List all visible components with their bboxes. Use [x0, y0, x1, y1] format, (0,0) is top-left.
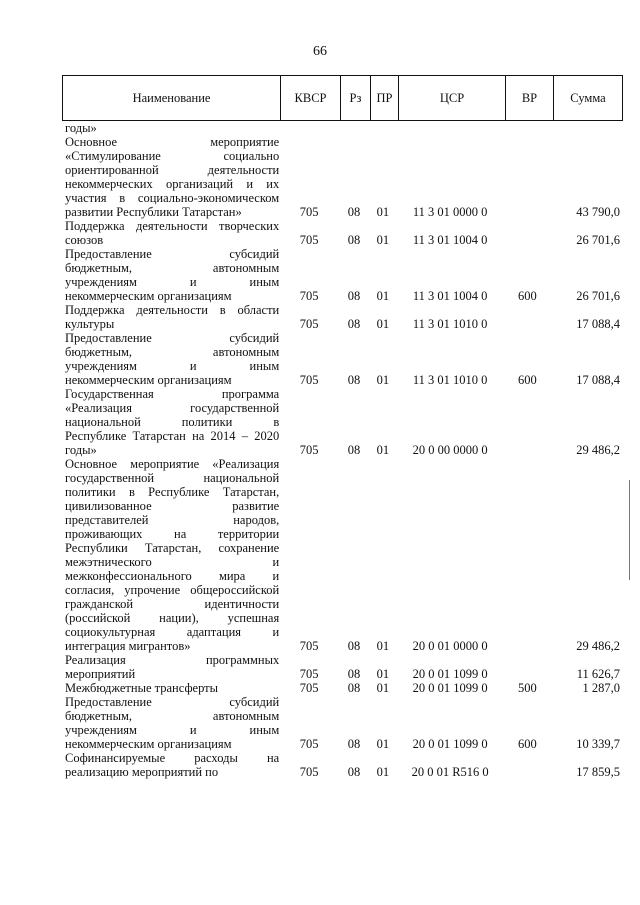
- row-sum: 43 790,0: [576, 205, 620, 219]
- header-csr: ЦСР: [399, 76, 506, 121]
- row-name: [62, 135, 279, 219]
- row-name-line: Предоставление субсидий: [65, 247, 280, 261]
- row-vr: 600: [517, 737, 537, 751]
- row-name-line: интеграция мигрантов»: [65, 639, 191, 653]
- header-pr: ПР: [371, 76, 399, 121]
- table-row: [62, 219, 622, 247]
- budget-rows: [62, 121, 622, 779]
- table-row: [62, 457, 622, 653]
- row-name-line: «Реализация государственной: [65, 401, 280, 415]
- row-sum: 11 626,7: [576, 667, 620, 681]
- table-row: [62, 681, 622, 695]
- row-sum: 29 486,2: [576, 639, 620, 653]
- row-name-line: некоммерческих организаций и их: [65, 177, 280, 191]
- row-csr: 20 0 01 0000 0: [412, 639, 488, 653]
- row-kvsr: 705: [299, 765, 319, 779]
- row-name-line: годы»: [65, 443, 97, 457]
- row-rz: 08: [347, 289, 361, 303]
- row-name: [62, 121, 279, 135]
- row-sum: 17 088,4: [576, 373, 620, 387]
- table-row: [62, 695, 622, 751]
- row-name-line: учреждениям и иным: [65, 275, 280, 289]
- row-vr: 500: [517, 681, 537, 695]
- row-name-line: бюджетным, автономным: [65, 345, 280, 359]
- row-kvsr: 705: [299, 317, 319, 331]
- table-header: [62, 75, 623, 121]
- row-name-line: межконфессионального мира и: [65, 569, 280, 583]
- row-kvsr: 705: [299, 681, 319, 695]
- row-csr: 20 0 01 1099 0: [412, 667, 488, 681]
- row-pr: 01: [376, 681, 390, 695]
- row-name-line: Реализация программных: [65, 653, 280, 667]
- row-vr: 600: [517, 373, 537, 387]
- row-name-line: представителей народов,: [65, 513, 280, 527]
- row-kvsr: 705: [299, 373, 319, 387]
- row-name-line: мероприятий: [65, 667, 136, 681]
- row-sum: 26 701,6: [576, 289, 620, 303]
- row-name-line: Межбюджетные трансферты: [65, 681, 219, 695]
- row-name: [62, 387, 279, 457]
- table-row: [62, 247, 622, 303]
- row-name: [62, 653, 279, 681]
- row-name-line: «Стимулирование социально: [65, 149, 280, 163]
- row-rz: 08: [347, 233, 361, 247]
- row-csr: 20 0 00 0000 0: [412, 443, 488, 457]
- row-name-line: цивилизованное развитие: [65, 499, 280, 513]
- row-name-line: Предоставление субсидий: [65, 695, 280, 709]
- row-sum: 17 088,4: [576, 317, 620, 331]
- header-name: Наименование: [63, 76, 281, 121]
- row-name-line: годы»: [65, 121, 97, 135]
- row-pr: 01: [376, 667, 390, 681]
- header-kvsr: КВСР: [281, 76, 341, 121]
- row-name: [62, 331, 279, 387]
- row-name-line: Республики Татарстан, сохранение: [65, 541, 280, 555]
- row-name: [62, 303, 279, 331]
- page-number: 66: [313, 44, 327, 59]
- header-rz: Рз: [341, 76, 371, 121]
- row-name: [62, 457, 279, 653]
- row-rz: 08: [347, 373, 361, 387]
- row-name-line: учреждениям и иным: [65, 359, 280, 373]
- row-pr: 01: [376, 639, 390, 653]
- row-name: [62, 751, 279, 779]
- row-name-line: культуры: [65, 317, 115, 331]
- row-name-line: бюджетным, автономным: [65, 709, 280, 723]
- row-name-line: Основное мероприятие: [65, 135, 280, 149]
- row-rz: 08: [347, 681, 361, 695]
- row-name-line: межэтнического и: [65, 555, 280, 569]
- row-name-line: проживающих на территории: [65, 527, 280, 541]
- row-kvsr: 705: [299, 667, 319, 681]
- row-name: [62, 247, 279, 303]
- row-name-line: политики в Республике Татарстан,: [65, 485, 280, 499]
- row-name-line: некоммерческим организациям: [65, 289, 232, 303]
- row-name: [62, 695, 279, 751]
- row-csr: 20 0 01 R516 0: [411, 765, 489, 779]
- header-vr: ВР: [506, 76, 554, 121]
- row-name-line: социокультурная адаптация и: [65, 625, 280, 639]
- row-name-line: Поддержка деятельности в области: [65, 303, 280, 317]
- row-rz: 08: [347, 443, 361, 457]
- row-kvsr: 705: [299, 205, 319, 219]
- row-rz: 08: [347, 667, 361, 681]
- table-row: [62, 121, 622, 135]
- table-row: [62, 135, 622, 219]
- row-name-line: гражданской идентичности: [65, 597, 280, 611]
- row-name-line: Государственная программа: [65, 387, 280, 401]
- row-csr: 11 3 01 1004 0: [412, 233, 488, 247]
- table-row: [62, 303, 622, 331]
- row-csr: 11 3 01 0000 0: [412, 205, 488, 219]
- row-pr: 01: [376, 765, 390, 779]
- row-sum: 1 287,0: [582, 681, 620, 695]
- row-pr: 01: [376, 737, 390, 751]
- row-name-line: Софинансируемые расходы на: [65, 751, 280, 765]
- row-kvsr: 705: [299, 737, 319, 751]
- row-csr: 20 0 01 1099 0: [412, 681, 488, 695]
- row-name-line: Предоставление субсидий: [65, 331, 280, 345]
- row-pr: 01: [376, 443, 390, 457]
- row-rz: 08: [347, 205, 361, 219]
- row-kvsr: 705: [299, 443, 319, 457]
- row-name-line: развитии Республики Татарстан»: [65, 205, 242, 219]
- scan-edge-line: [629, 480, 630, 580]
- row-sum: 17 859,5: [576, 765, 620, 779]
- row-sum: 26 701,6: [576, 233, 620, 247]
- row-csr: 11 3 01 1010 0: [412, 373, 488, 387]
- row-sum: 10 339,7: [576, 737, 620, 751]
- row-name-line: союзов: [65, 233, 104, 247]
- row-name-line: участия в социально-экономическом: [65, 191, 280, 205]
- header-sum: Сумма: [554, 76, 623, 121]
- row-vr: 600: [517, 289, 537, 303]
- row-kvsr: 705: [299, 289, 319, 303]
- row-name-line: Основное мероприятие «Реализация: [65, 457, 280, 471]
- row-name-line: Республике Татарстан на 2014 – 2020: [65, 429, 280, 443]
- row-pr: 01: [376, 233, 390, 247]
- row-name: [62, 681, 279, 695]
- row-name-line: некоммерческим организациям: [65, 737, 232, 751]
- row-sum: 29 486,2: [576, 443, 620, 457]
- row-name-line: (российской нации), успешная: [65, 611, 280, 625]
- row-rz: 08: [347, 639, 361, 653]
- row-pr: 01: [376, 317, 390, 331]
- row-csr: 20 0 01 1099 0: [412, 737, 488, 751]
- table-row: [62, 387, 622, 457]
- row-csr: 11 3 01 1010 0: [412, 317, 488, 331]
- row-csr: 11 3 01 1004 0: [412, 289, 488, 303]
- row-name-line: национальной политики в: [65, 415, 280, 429]
- row-name-line: учреждениям и иным: [65, 723, 280, 737]
- row-pr: 01: [376, 289, 390, 303]
- row-name-line: ориентированной деятельности: [65, 163, 280, 177]
- row-pr: 01: [376, 373, 390, 387]
- row-name-line: государственной национальной: [65, 471, 280, 485]
- row-name-line: некоммерческим организациям: [65, 373, 232, 387]
- table-row: [62, 331, 622, 387]
- row-kvsr: 705: [299, 639, 319, 653]
- row-name-line: согласия, упрочение общероссийской: [65, 583, 280, 597]
- row-name-line: бюджетным, автономным: [65, 261, 280, 275]
- row-name: [62, 219, 279, 247]
- row-rz: 08: [347, 317, 361, 331]
- row-name-line: Поддержка деятельности творческих: [65, 219, 280, 233]
- row-rz: 08: [347, 765, 361, 779]
- table-row: [62, 653, 622, 681]
- row-pr: 01: [376, 205, 390, 219]
- row-kvsr: 705: [299, 233, 319, 247]
- table-row: [62, 751, 622, 779]
- row-name-line: реализацию мероприятий по: [65, 765, 219, 779]
- row-rz: 08: [347, 737, 361, 751]
